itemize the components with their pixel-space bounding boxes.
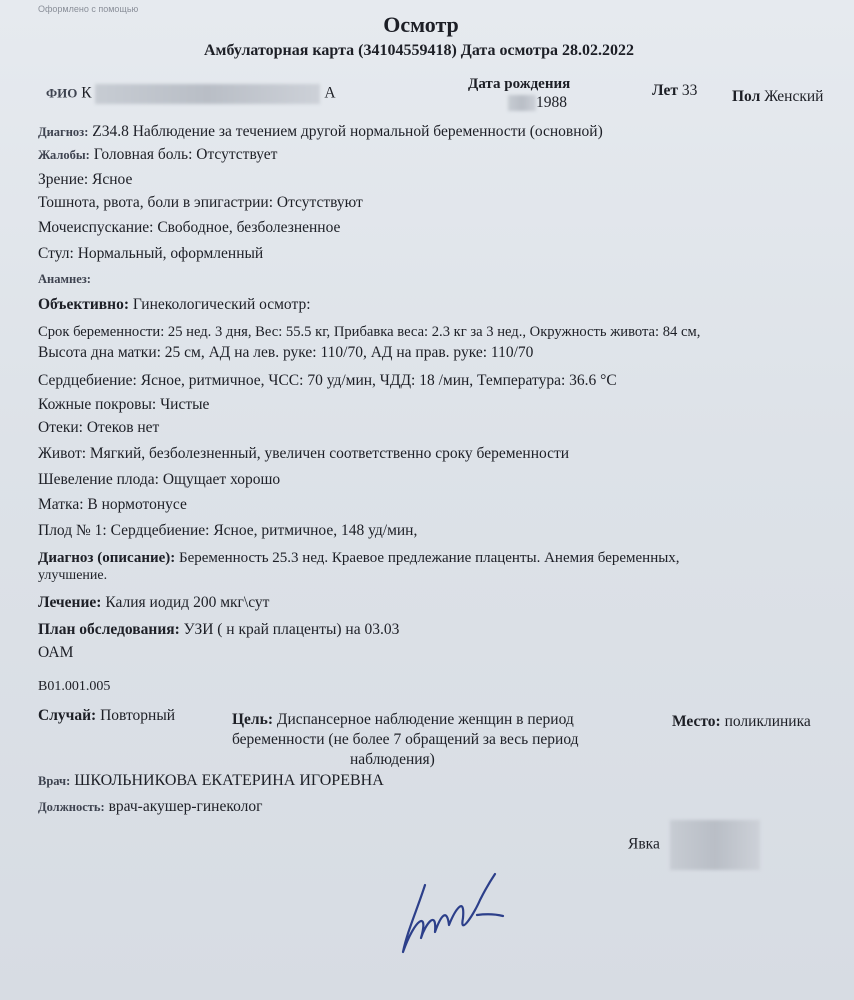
diagnosis-line	[38, 123, 603, 141]
fundus-line: Высота дна матки: 25 см, АД на лев. руке: 110/70, АД на прав. руке: 110/70	[38, 344, 534, 361]
goal-line-2: беременности (не более 7 обращений за весь период	[232, 731, 579, 748]
doctor-value: ШКОЛЬНИКОВА ЕКАТЕРИНА ИГОРЕВНА	[74, 772, 384, 789]
plan-value: УЗИ ( н край плаценты) на 03.03	[183, 621, 400, 638]
code-line: B01.001.005	[38, 679, 111, 694]
redacted-name	[95, 84, 320, 104]
abdomen-line: Живот: Мягкий, безболезненный, увеличен соответственно сроку беременности	[38, 445, 570, 462]
place-value: поликлиника	[724, 713, 811, 730]
diag-desc-line	[38, 550, 680, 567]
redacted-dob	[508, 95, 536, 111]
corner-note: Оформлено с помощью	[38, 4, 139, 14]
page-subtitle: Амбулаторная карта (34104559418) Дата осмотра 28.02.2022	[204, 42, 634, 59]
case-line	[38, 707, 175, 725]
objective-line	[38, 296, 311, 314]
urination-line: Мочеиспускание: Свободное, безболезненное	[38, 219, 341, 236]
anamnesis-label: Анамнез:	[38, 272, 91, 286]
complaints-label: Жалобы:	[38, 148, 90, 162]
goal-value-1: Диспансерное наблюдение женщин в период	[276, 711, 574, 728]
term-line: Срок беременности: 25 нед. 3 дня, Вес: 55.5 кг, Прибавка веса: 2.3 кг за 3 нед., Окружность живота: 84 см,	[38, 324, 701, 340]
doctor-signature	[385, 870, 545, 960]
fio-label: ФИО	[46, 85, 78, 101]
goal-line-1	[232, 711, 574, 729]
dob-value: 1988	[536, 94, 567, 111]
case-label: Случай:	[38, 707, 97, 724]
goal-label: Цель:	[232, 711, 273, 728]
oam-line: ОАМ	[38, 644, 74, 661]
complaints-value: Головная боль: Отсутствует	[93, 146, 278, 163]
plan-label: План обследования:	[38, 621, 180, 638]
diagnosis-value: Z34.8 Наблюдение за течением другой нормальной беременности (основной)	[92, 123, 603, 140]
complaints-line	[38, 146, 277, 164]
sex-label: Пол	[732, 88, 761, 105]
uterus-line: Матка: В нормотонусе	[38, 496, 187, 513]
diag-desc-label: Диагноз (описание):	[38, 550, 176, 566]
position-value: врач-акушер-гинеколог	[108, 798, 263, 815]
position-label: Должность:	[38, 800, 105, 814]
treatment-label: Лечение:	[38, 594, 102, 611]
plan-line	[38, 621, 399, 639]
objective-value: Гинекологический осмотр:	[132, 296, 311, 313]
fio-start: К	[81, 84, 92, 102]
diag-desc-value: Беременность 25.3 нед. Краевое предлежание плаценты. Анемия беременных,	[179, 550, 680, 566]
doctor-line	[38, 772, 384, 790]
sex	[732, 88, 823, 106]
dob-label: Дата рождения	[468, 76, 571, 92]
page-title: Осмотр	[383, 12, 459, 37]
fetus-line: Плод № 1: Сердцебиение: Ясное, ритмичное, 148 уд/мин,	[38, 522, 418, 539]
vision-line: Зрение: Ясное	[38, 171, 133, 188]
age	[652, 82, 697, 100]
stool-line: Стул: Нормальный, оформленный	[38, 245, 264, 262]
yavka-label: Явка	[628, 835, 660, 853]
diag-desc-cont: улучшение.	[38, 568, 108, 583]
case-value: Повторный	[100, 707, 176, 724]
objective-label: Объективно:	[38, 296, 130, 313]
age-value: 33	[681, 82, 698, 99]
nausea-line: Тошнота, рвота, боли в эпигастрии: Отсутствуют	[38, 194, 363, 211]
place-label: Место:	[672, 713, 721, 730]
skin-line: Кожные покровы: Чистые	[38, 396, 210, 413]
doctor-label: Врач:	[38, 774, 71, 788]
treatment-line	[38, 594, 269, 612]
fetal-movement-line: Шевеление плода: Ощущает хорошо	[38, 471, 281, 488]
position-line	[38, 798, 262, 816]
treatment-value: Калия иодид 200 мкг\сут	[105, 594, 270, 611]
age-label: Лет	[652, 82, 678, 99]
heartbeat-line: Сердцебиение: Ясное, ритмичное, ЧСС: 70 уд/мин, ЧДД: 18 /мин, Температура: 36.6 °С	[38, 372, 617, 389]
redacted-yavka	[670, 820, 760, 870]
goal-line-3: наблюдения)	[350, 751, 435, 768]
fio-end: А	[324, 84, 336, 102]
dob	[508, 94, 567, 112]
place-line	[672, 713, 811, 731]
patient-fio	[46, 84, 336, 104]
diagnosis-label: Диагноз:	[38, 125, 89, 139]
sex-value: Женский	[764, 88, 824, 105]
yavka-line	[628, 820, 760, 870]
edema-line: Отеки: Отеков нет	[38, 419, 160, 436]
